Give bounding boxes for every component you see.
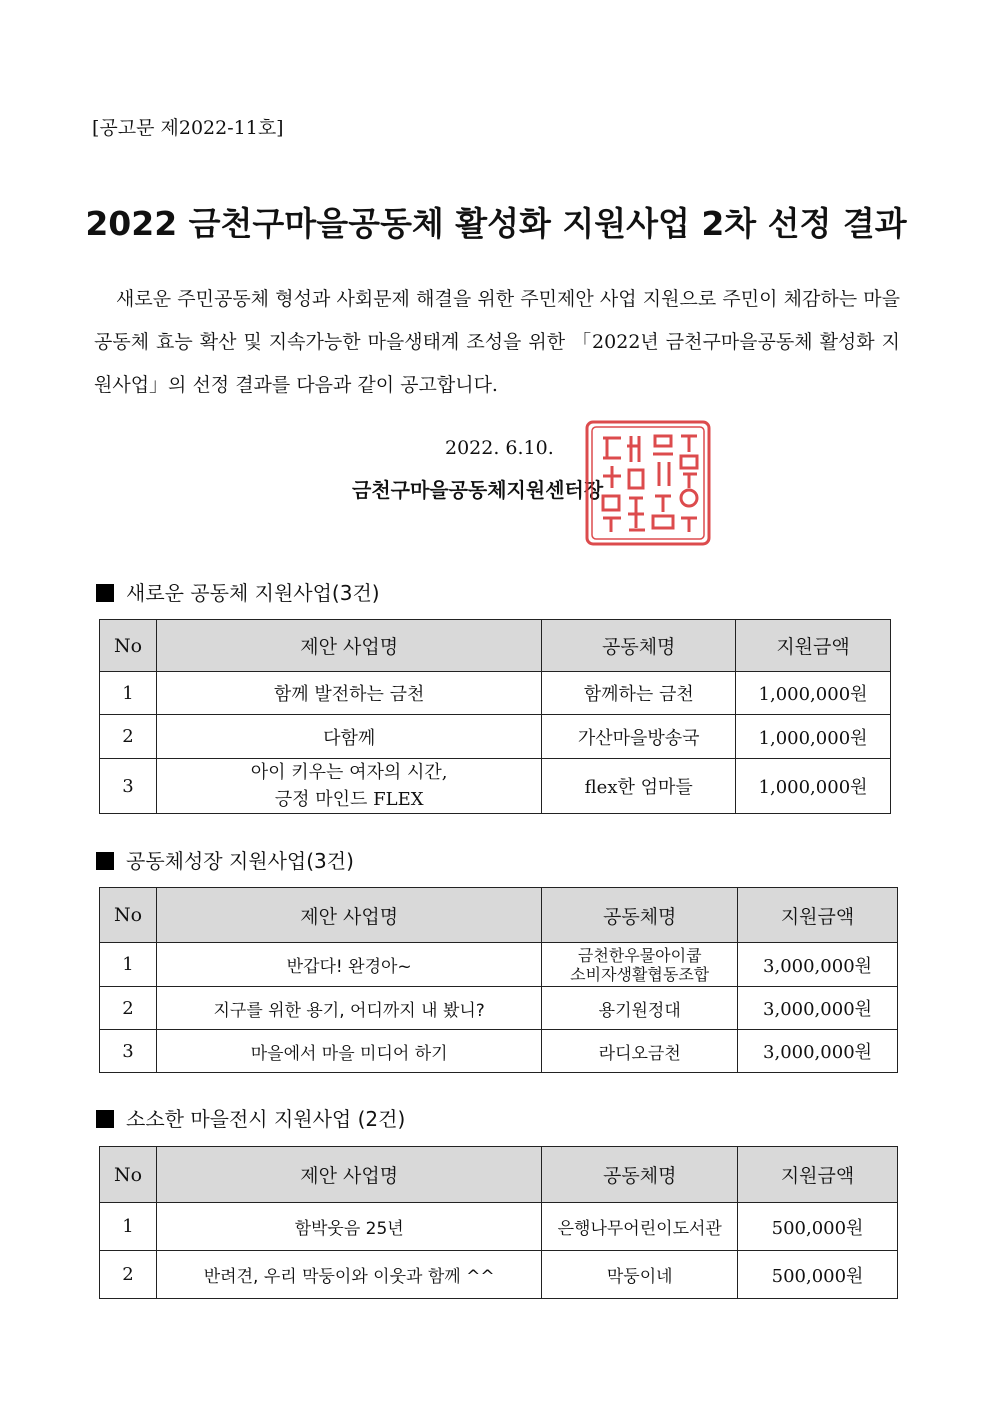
header-no: No (100, 1147, 157, 1203)
section-bullet-icon (96, 852, 114, 870)
table-header-row (100, 620, 891, 672)
cell-community-line-1: 금천한우물아이쿱 (577, 945, 702, 965)
header-community: 공동체명 (542, 1147, 738, 1203)
header-project: 제안 사업명 (156, 620, 541, 672)
results-table-community-growth (99, 887, 898, 1073)
table-row (100, 943, 898, 987)
document-title: 2022 금천구마을공동체 활성화 지원사업 2차 선정 결과 (85, 204, 907, 243)
section-bullet-icon (96, 584, 114, 602)
cell-amount: 3,000,000원 (738, 943, 898, 987)
cell-amount: 500,000원 (738, 1203, 898, 1251)
table-row (100, 1251, 898, 1299)
cell-community: 은행나무어린이도서관 (542, 1203, 738, 1251)
section-title-community-growth (96, 845, 354, 874)
section-title-village-exhibition (96, 1103, 405, 1132)
section-title-text: 소소한 마을전시 지원사업 (2건) (126, 1107, 406, 1131)
sender-name: 금천구마을공동체지원센터장 (352, 478, 604, 502)
cell-project-line-2: 긍정 마인드 FLEX (274, 789, 424, 810)
cell-no: 3 (100, 1030, 157, 1073)
table-row (100, 1203, 898, 1251)
notice-number: [공고문 제2022-11호] (92, 117, 284, 139)
cell-amount: 1,000,000원 (736, 715, 891, 759)
cell-community: 라디오금천 (542, 1030, 738, 1073)
cell-project: 다함께 (156, 715, 541, 759)
header-amount: 지원금액 (738, 1147, 898, 1203)
results-table-village-exhibition (99, 1146, 898, 1299)
header-amount: 지원금액 (736, 620, 891, 672)
table-row (100, 715, 891, 759)
header-amount: 지원금액 (738, 888, 898, 943)
cell-amount: 3,000,000원 (738, 1030, 898, 1073)
cell-project-line-1: 아이 키우는 여자의 시간, (250, 762, 448, 783)
cell-no: 3 (100, 759, 157, 814)
header-project: 제안 사업명 (156, 1147, 541, 1203)
header-community: 공동체명 (542, 888, 738, 943)
cell-amount: 3,000,000원 (738, 987, 898, 1030)
cell-community-line-2: 소비자생활협동조합 (570, 964, 710, 984)
notice-date: 2022. 6.10. (445, 437, 554, 459)
table-row (100, 672, 891, 715)
intro-paragraph: 새로운 주민공동체 형성과 사회문제 해결을 위한 주민제안 사업 지원으로 주민이 체감하는 마을공동체 효능 확산 및 지속가능한 마을생태계 조성을 위한 「2022년 금천구마을공동체 활성화 지원사업」의 선정 결과를 다음과 같이 공고합니다. (94, 288, 900, 396)
cell-project: 마을에서 마을 미디어 하기 (156, 1030, 541, 1073)
cell-no: 2 (100, 1251, 157, 1299)
cell-project (156, 759, 541, 814)
table-row (100, 759, 891, 814)
cell-amount: 1,000,000원 (736, 672, 891, 715)
table-header-row (100, 1147, 898, 1203)
table-row (100, 1030, 898, 1073)
table-header-row (100, 888, 898, 943)
section-title-new-community (96, 577, 380, 606)
cell-community: 용기원정대 (542, 987, 738, 1030)
cell-project: 지구를 위한 용기, 어디까지 내 봤니? (156, 987, 541, 1030)
cell-no: 1 (100, 672, 157, 715)
cell-project: 반려견, 우리 막둥이와 이웃과 함께 ^^ (156, 1251, 541, 1299)
cell-community: 가산마을방송국 (542, 715, 736, 759)
section-bullet-icon (96, 1110, 114, 1128)
cell-no: 2 (100, 715, 157, 759)
cell-project: 반갑다! 완경아~ (156, 943, 541, 987)
cell-project: 함께 발전하는 금천 (156, 672, 541, 715)
cell-community: flex한 엄마들 (542, 759, 736, 814)
cell-community: 함께하는 금천 (542, 672, 736, 715)
header-no: No (100, 620, 157, 672)
results-table-new-community (99, 619, 891, 814)
cell-community (542, 943, 738, 987)
cell-project: 함박웃음 25년 (156, 1203, 541, 1251)
cell-no: 2 (100, 987, 157, 1030)
cell-amount: 500,000원 (738, 1251, 898, 1299)
cell-no: 1 (100, 1203, 157, 1251)
official-seal-stamp (583, 418, 713, 548)
header-project: 제안 사업명 (156, 888, 541, 943)
cell-amount: 1,000,000원 (736, 759, 891, 814)
cell-community: 막둥이네 (542, 1251, 738, 1299)
section-title-text: 공동체성장 지원사업(3건) (126, 849, 354, 873)
section-title-text: 새로운 공동체 지원사업(3건) (126, 581, 380, 605)
header-no: No (100, 888, 157, 943)
header-community: 공동체명 (542, 620, 736, 672)
table-row (100, 987, 898, 1030)
cell-no: 1 (100, 943, 157, 987)
